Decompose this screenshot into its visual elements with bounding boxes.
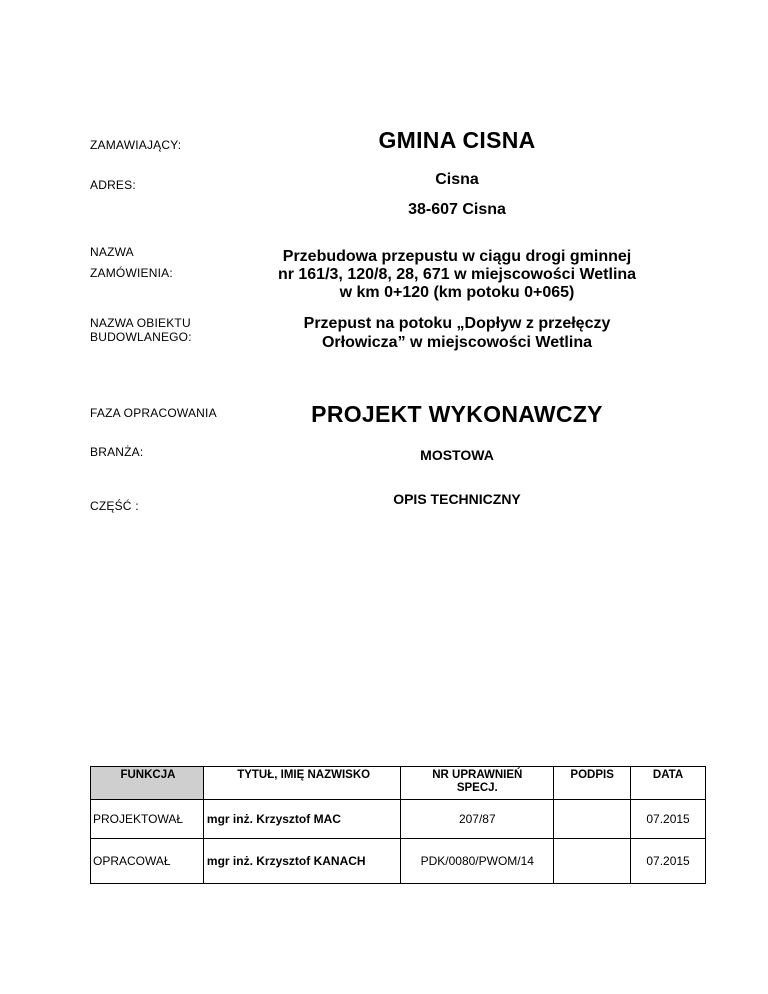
header-function: FUNKCJA (91, 767, 204, 800)
object-label-line1: NAZWA OBIEKTU (90, 316, 191, 330)
header-signature: PODPIS (554, 767, 631, 800)
object-label-line2: BUDOWLANEGO: (90, 330, 192, 344)
header-license (401, 767, 554, 800)
signature-table-header (91, 767, 706, 800)
row-function: OPRACOWAŁ (91, 839, 204, 884)
header-name: TYTUŁ, IMIĘ NAZWISKO (203, 767, 400, 800)
table-row (91, 839, 706, 884)
row-license: 207/87 (401, 800, 554, 839)
row-date: 07.2015 (631, 800, 706, 839)
phase-value: PROJEKT WYKONAWCZY (311, 401, 603, 427)
client-label: ZAMAWIAJĄCY: (90, 138, 182, 152)
row-signature (554, 839, 631, 884)
row-signature (554, 800, 631, 839)
part-value: OPIS TECHNICZNY (393, 491, 521, 507)
branch-value: MOSTOWA (420, 447, 494, 463)
signature-table (90, 766, 706, 884)
phase-label: FAZA OPRACOWANIA (90, 406, 217, 420)
address-label: ADRES: (90, 178, 136, 192)
order-title-line2: nr 161/3, 120/8, 28, 671 w miejscowości Wetlina (277, 266, 637, 283)
address-line1: Cisna (435, 171, 479, 188)
row-name: mgr inż. Krzysztof KANACH (203, 839, 400, 884)
object-title-line2: Orłowicza” w miejscowości Wetlina (321, 334, 592, 351)
order-label-line1: NAZWA (90, 245, 134, 259)
table-row (91, 800, 706, 839)
branch-label: BRANŻA: (90, 445, 144, 459)
row-license: PDK/0080/PWOM/14 (401, 839, 554, 884)
header-license-line2: SPECJ. (456, 782, 498, 794)
row-date: 07.2015 (631, 839, 706, 884)
address-line2: 38-607 Cisna (408, 201, 506, 218)
order-label-line2: ZAMÓWIENIA: (90, 266, 173, 280)
order-title-line1: Przebudowa przepustu w ciągu drogi gminnej (282, 248, 632, 265)
row-function: PROJEKTOWAŁ (91, 800, 204, 839)
header-license-line1: NR UPRAWNIEŃ (432, 769, 523, 781)
client-name: GMINA CISNA (378, 127, 536, 153)
part-label: CZĘŚĆ : (90, 499, 139, 513)
object-title-line1: Przepust na potoku „Dopływ z przełęczy (303, 315, 611, 332)
row-name: mgr inż. Krzysztof MAC (203, 800, 400, 839)
order-title-line3: w km 0+120 (km potoku 0+065) (339, 284, 575, 301)
header-date: DATA (631, 767, 706, 800)
